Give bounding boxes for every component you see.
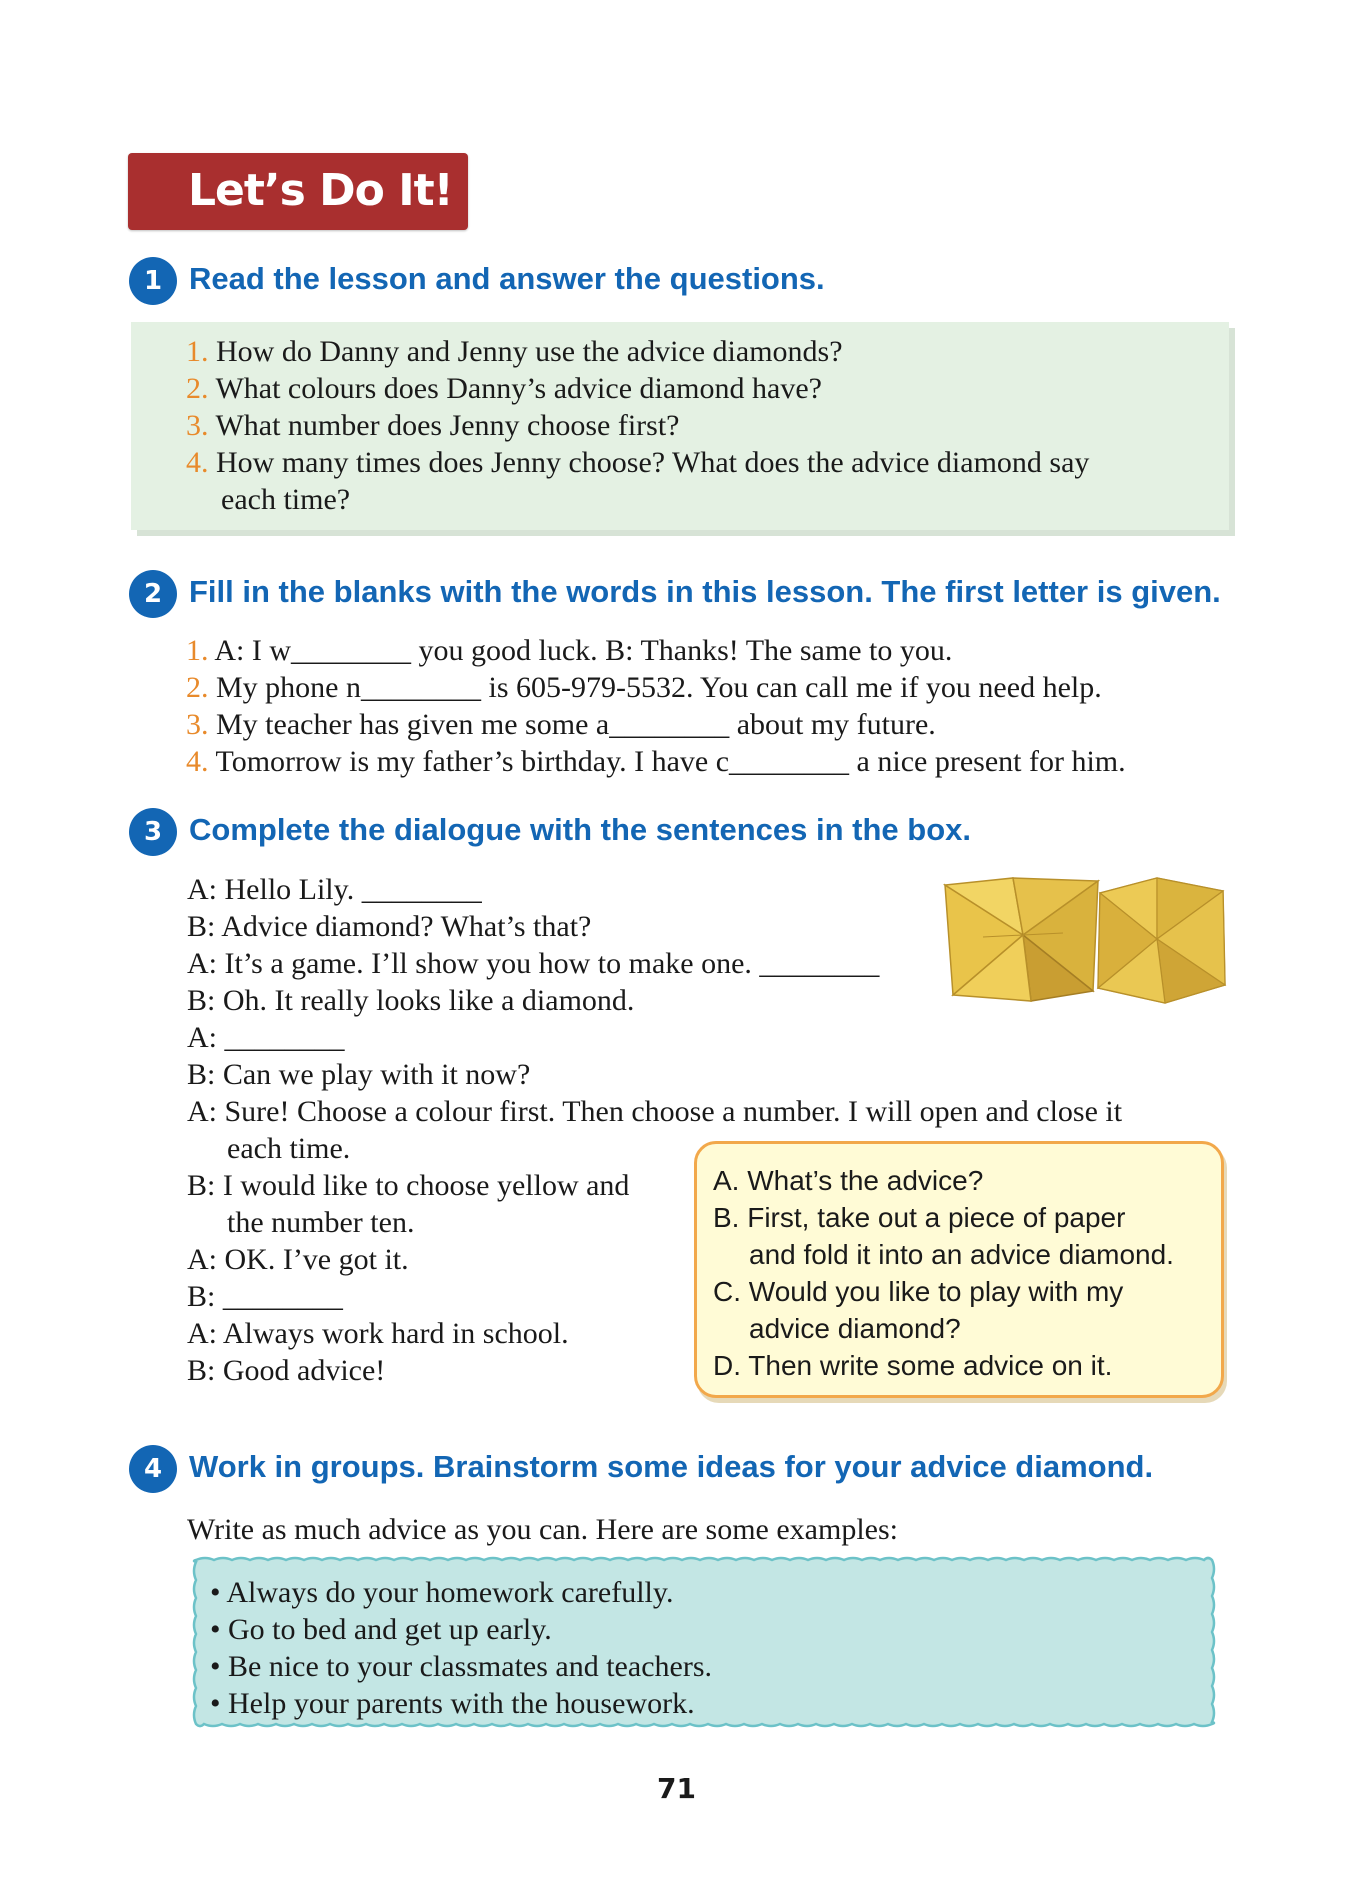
option-b-continued: and fold it into an advice diamond. [749, 1239, 1174, 1270]
item-text: What colours does Danny’s advice diamond have? [215, 372, 822, 405]
fill-in-item [186, 707, 936, 743]
page-number: 71 [657, 1772, 696, 1805]
option-d: D. Then write some advice on it. [713, 1350, 1113, 1381]
fill-in-item [186, 633, 952, 669]
section-1-heading [129, 257, 1329, 307]
section-2-heading [129, 570, 1329, 620]
dialogue-line: A: Always work hard in school. [187, 1317, 569, 1350]
fill-in-item [186, 744, 1126, 780]
banner-title: Let’s Do It! [188, 165, 453, 216]
section-title: Read the lesson and answer the questions. [189, 261, 825, 296]
item-text: How do Danny and Jenny use the advice diamonds? [216, 335, 843, 368]
section-number-badge: 2 [129, 570, 177, 618]
dialogue-line: the number ten. [227, 1206, 415, 1239]
dialogue-line: A: Hello Lily. ________ [187, 873, 482, 906]
item-text: A: I w________ you good luck. B: Thanks! The same to you. [214, 634, 953, 667]
section-number-badge: 3 [129, 808, 177, 856]
section-4-heading [129, 1445, 1329, 1495]
question-item [186, 445, 1089, 481]
item-number: 3. [186, 708, 209, 741]
question-item [186, 371, 822, 407]
example-bullet: • Be nice to your classmates and teachers. [210, 1650, 712, 1683]
dialogue-line: B: Can we play with it now? [187, 1058, 531, 1091]
item-number: 2. [186, 372, 209, 405]
section-number-badge: 4 [129, 1445, 177, 1493]
question-item [186, 408, 680, 444]
section-title: Fill in the blanks with the words in this lesson. The first letter is given. [189, 574, 1221, 609]
item-text: Tomorrow is my father’s birthday. I have c________ a nice present for him. [215, 745, 1126, 778]
dialogue-line: A: OK. I’ve got it. [187, 1243, 409, 1276]
option-a: A. What’s the advice? [713, 1165, 984, 1196]
paper-diamond-illustration-2 [1095, 873, 1230, 1008]
dialogue-line: A: ________ [187, 1021, 345, 1054]
option-b: B. First, take out a piece of paper [713, 1202, 1126, 1233]
question-item [186, 334, 843, 370]
option-c-continued: advice diamond? [749, 1313, 961, 1344]
item-text: How many times does Jenny choose? What does the advice diamond say [216, 446, 1090, 479]
dialogue-line: A: It’s a game. I’ll show you how to make one. ________ [187, 947, 880, 980]
item-number: 1. [186, 335, 209, 368]
dialogue-line: B: ________ [187, 1280, 343, 1313]
section-title: Work in groups. Brainstorm some ideas for your advice diamond. [189, 1449, 1154, 1484]
example-bullet: • Go to bed and get up early. [210, 1613, 552, 1646]
item-number: 1. [186, 634, 209, 667]
dialogue-line: each time. [227, 1132, 351, 1165]
section-title: Complete the dialogue with the sentences in the box. [189, 812, 971, 847]
dialogue-line: A: Sure! Choose a colour first. Then choose a number. I will open and close it [187, 1095, 1123, 1128]
item-number: 2. [186, 671, 209, 704]
paper-diamond-illustration-1 [943, 873, 1103, 1003]
section-4-intro: Write as much advice as you can. Here are some examples: [187, 1513, 898, 1546]
question-item-continuation: each time? [221, 483, 351, 516]
section-3-heading [129, 808, 1329, 858]
dialogue-line: B: I would like to choose yellow and [187, 1169, 630, 1202]
item-text: My phone n________ is 605-979-5532. You can call me if you need help. [216, 671, 1102, 704]
item-text: What number does Jenny choose first? [215, 409, 680, 442]
option-c: C. Would you like to play with my [713, 1276, 1124, 1307]
section-number-badge: 1 [129, 257, 177, 305]
dialogue-line: B: Advice diamond? What’s that? [187, 910, 592, 943]
dialogue-line: B: Oh. It really looks like a diamond. [187, 984, 635, 1017]
example-bullet: • Help your parents with the housework. [210, 1687, 695, 1720]
item-number: 4. [186, 745, 209, 778]
dialogue-line: B: Good advice! [187, 1354, 386, 1387]
fill-in-item [186, 670, 1102, 706]
example-bullet: • Always do your homework carefully. [210, 1576, 674, 1609]
lets-do-it-banner [128, 153, 468, 230]
item-number: 4. [186, 446, 209, 479]
item-number: 3. [186, 409, 209, 442]
item-text: My teacher has given me some a________ about my future. [216, 708, 936, 741]
